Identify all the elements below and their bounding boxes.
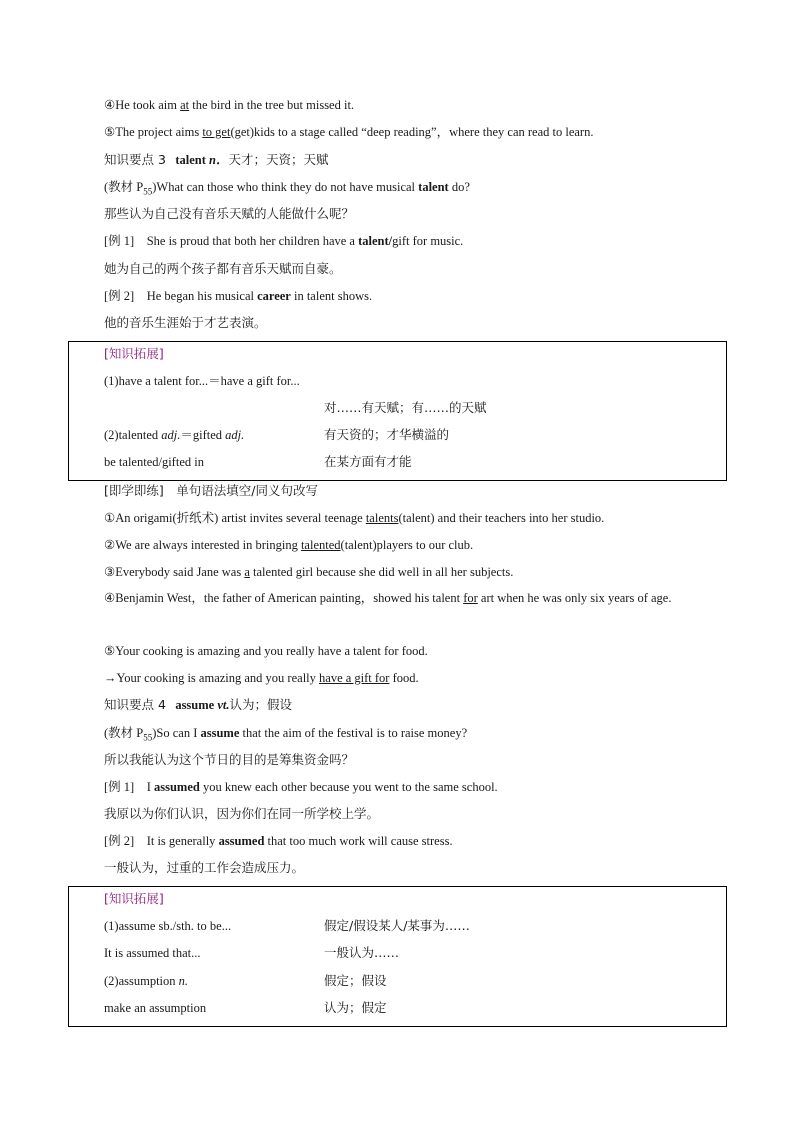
box-row-1-cn: 假定/假设某人/某事为……	[324, 918, 470, 933]
box-row-3: (2)assumption n.	[104, 974, 189, 988]
key-point-4-heading: 知识要点 4 assume vt.认为；假设	[104, 697, 293, 712]
box-row-1-cn: 对……有天赋；有……的天赋	[324, 400, 487, 415]
example-4-cn: 一般认为，过重的工作会造成压力。	[104, 860, 305, 875]
textbook-source-3-cn: 那些认为自己没有音乐天赋的人能做什么呢？	[104, 206, 355, 221]
box-row-2-cn: 有天资的；才华横溢的	[324, 427, 450, 442]
box-title: [知识拓展]	[104, 891, 164, 906]
box-row-3: be talented/gifted in	[104, 455, 204, 469]
box-row-1: (1)have a talent for...＝have a gift for...	[104, 374, 300, 388]
drill-heading: [即学即练] 单句语法填空/同义句改写	[104, 483, 318, 498]
textbook-source-3: (教材 $P_{55})What$ can those who think they do not have musical talent do?	[104, 180, 470, 197]
drill-4: ④Benjamin West，the father of American painting，showed his talent for art when he was only six years of age.	[104, 591, 672, 605]
box-row-2-cn: 一般认为……	[324, 945, 400, 960]
box-row-3-cn: 在某方面有才能	[324, 454, 412, 469]
box-title: [知识拓展]	[104, 346, 164, 361]
drill-5: ⑤Your cooking is amazing and you really have a talent for food.	[104, 644, 428, 658]
example-2-cn: 他的音乐生涯始于才艺表演。	[104, 315, 267, 330]
example-4: [例 2] It is generally assumed that too much work will cause stress.	[104, 834, 453, 848]
sentence-4: ④He took aim at the bird in the tree but missed it.	[104, 98, 355, 112]
example-1: [例 1] She is proud that both her children have a talent/gift for music.	[104, 234, 464, 248]
example-3: [例 1] I assumed you knew each other because you went to the same school.	[104, 780, 498, 794]
box-row-3-cn: 假定；假设	[324, 973, 387, 988]
box-row-4: make an assumption	[104, 1001, 207, 1015]
knowledge-expansion-box-2	[68, 886, 727, 1027]
key-point-3-heading: 知识要点 3 talent n．天才；天资；天赋	[104, 152, 329, 167]
example-2: [例 2] He began his musical career in talent shows.	[104, 289, 373, 303]
drill-5-rewrite: →Your cooking is amazing and you really have a gift for food.	[104, 671, 419, 685]
box-row-4-cn: 认为；假定	[324, 1000, 387, 1015]
example-3-cn: 我原以为你们认识，因为你们在同一所学校上学。	[104, 806, 380, 821]
drill-2: ②We are always interested in bringing talented(talent)players to our club.	[104, 538, 474, 552]
sentence-5: ⑤The project aims to get(get)kids to a stage called “deep reading”，where they can read to learn.	[104, 125, 594, 139]
box-row-2: (2)talented adj.＝gifted adj.	[104, 428, 245, 442]
example-1-cn: 她为自己的两个孩子都有音乐天赋而自豪。	[104, 261, 342, 276]
textbook-source-4: (教材 $P_{55})So$ can I assume that the aim of the festival is to raise money?	[104, 726, 468, 743]
knowledge-expansion-box-1	[68, 341, 727, 481]
drill-1: ①An origami(折纸术) artist invites several teenage talents(talent) and their teachers into her studio.	[104, 511, 605, 525]
box-row-2: It is assumed that...	[104, 946, 201, 960]
drill-3: ③Everybody said Jane was a talented girl because she did well in all her subjects.	[104, 565, 514, 579]
textbook-source-4-cn: 所以我能认为这个节日的目的是筹集资金吗？	[104, 752, 355, 767]
box-row-1: (1)assume sb./sth. to be...	[104, 919, 232, 933]
